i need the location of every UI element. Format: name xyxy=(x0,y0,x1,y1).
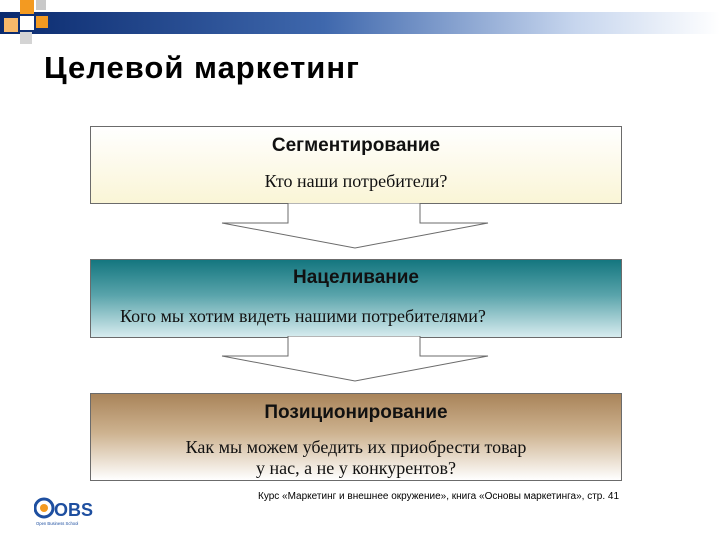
decor-square-orange-2 xyxy=(4,18,18,32)
header-band xyxy=(0,12,720,34)
slide-title: Целевой маркетинг xyxy=(44,50,360,85)
step-box-segmentation xyxy=(90,126,622,204)
down-arrow-icon xyxy=(220,203,490,249)
decor-square-gray-2 xyxy=(20,32,32,44)
step-question: Кто наши потребители? xyxy=(264,171,448,191)
decor-square-orange xyxy=(20,0,34,14)
decor-square-gray xyxy=(36,0,46,10)
step-question xyxy=(91,437,621,479)
step-heading: Позиционирование xyxy=(264,402,448,423)
logo-subtext: Open Business School xyxy=(36,521,79,526)
decor-square-white xyxy=(20,16,34,30)
step-question: Кого мы хотим видеть нашими потребителями? xyxy=(120,306,486,326)
down-arrow-icon xyxy=(220,336,490,382)
step-heading: Сегментирование xyxy=(271,135,441,156)
logo-text: OBS xyxy=(54,500,94,520)
decor-square-orange-3 xyxy=(36,16,48,28)
step-question-line: у нас, а не у конкурентов? xyxy=(256,458,456,478)
footer-source: Курс «Маркетинг и внешнее окружение», книга «Основы маркетинга», стр. 41 xyxy=(258,491,620,502)
step-question-line: Как мы можем убедить их приобрести товар xyxy=(185,437,527,457)
step-heading: Нацеливание xyxy=(292,267,419,288)
obs-logo xyxy=(34,495,94,527)
step-box-positioning xyxy=(90,393,622,481)
step-box-targeting xyxy=(90,259,622,338)
